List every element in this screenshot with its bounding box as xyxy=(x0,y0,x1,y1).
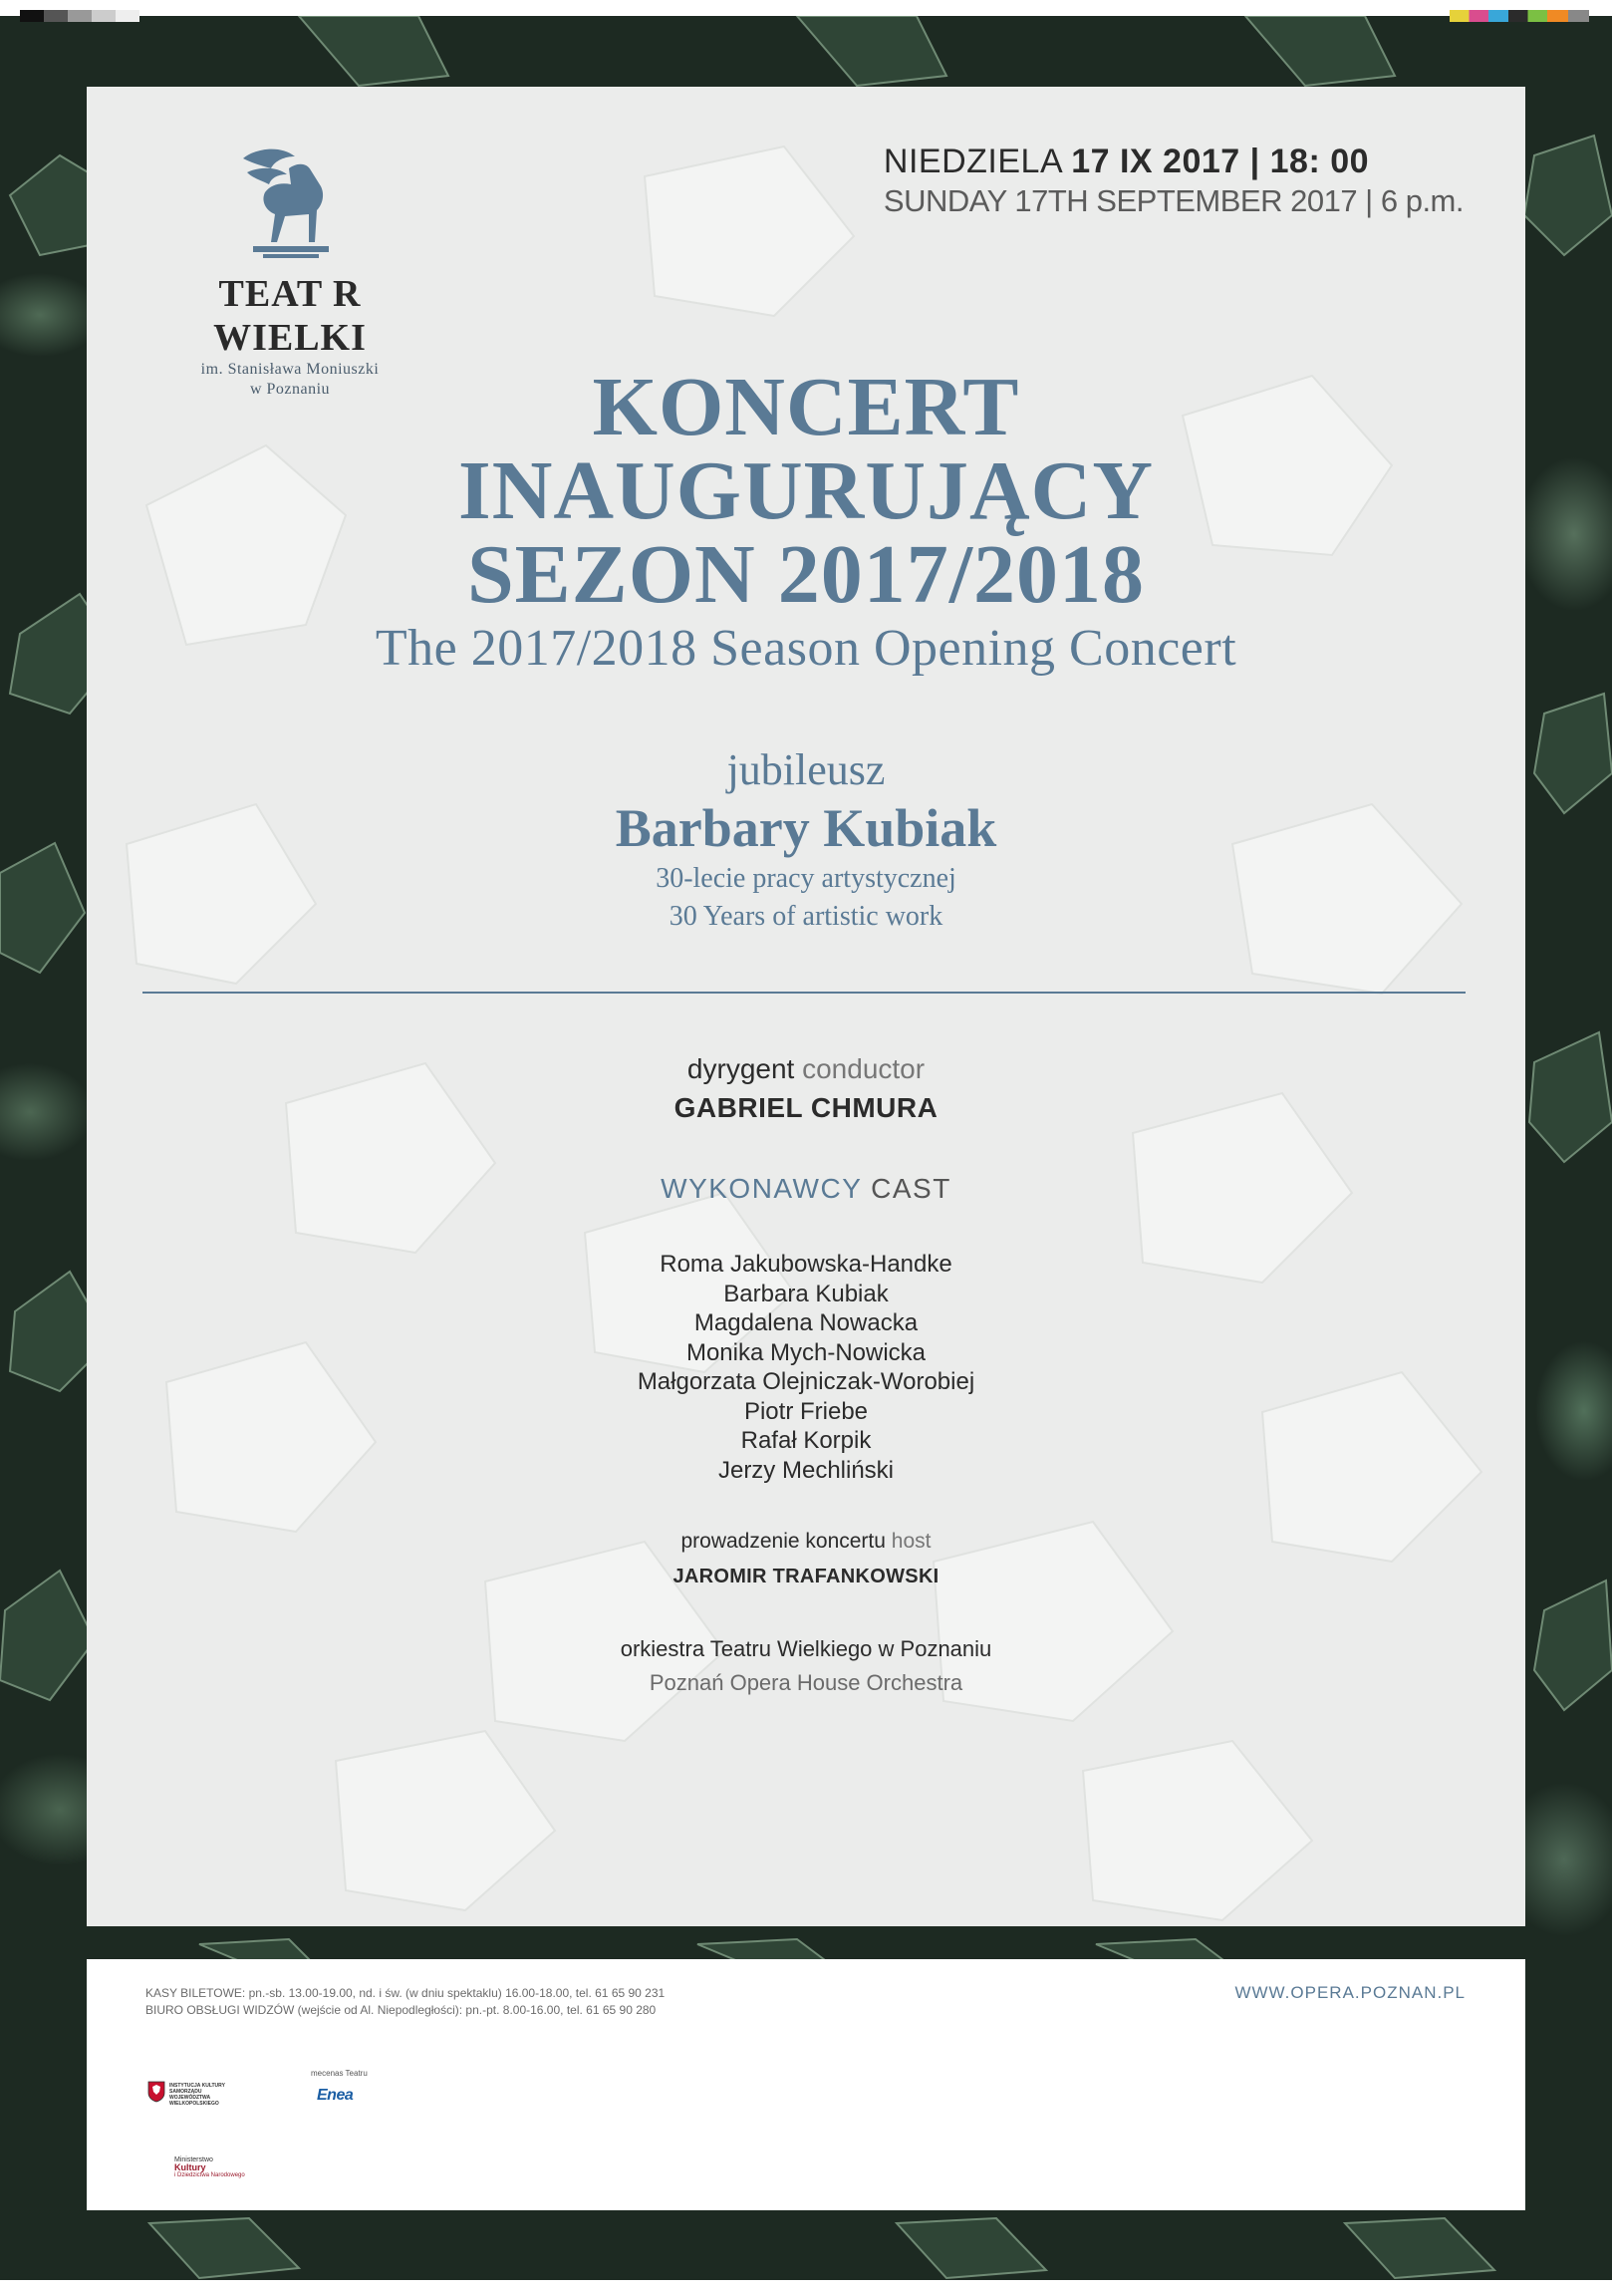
cast-member: Monika Mych-Nowicka xyxy=(685,1338,927,1366)
date-separator: | xyxy=(1249,143,1260,180)
jubilee-line-en: 30 Years of artistic work xyxy=(669,901,943,932)
ministry-line-1: Ministerstwo xyxy=(174,2156,213,2163)
crest-icon xyxy=(147,2081,165,2103)
cast-member: Barbara Kubiak xyxy=(723,1280,889,1307)
cast-list xyxy=(87,1250,1525,1485)
theatre-subtitle: im. Stanisława Moniuszki xyxy=(200,361,380,378)
registration-mark-left xyxy=(20,10,139,22)
title-line-1: KONCERT xyxy=(592,361,1020,453)
cast-heading-pl: WYKONAWCY xyxy=(661,1173,862,1204)
host-role-pl: prowadzenie koncertu xyxy=(680,1530,886,1553)
title-english: The 2017/2018 Season Opening Concert xyxy=(375,620,1237,677)
audience-office-hours: BIURO OBSŁUGI WIDZÓW (wejście od Al. Niepodległości): pn.-pt. 8.00-16.00, tel. 61 65 90 280 xyxy=(145,2003,657,2017)
cast-member: Rafał Korpik xyxy=(740,1427,872,1454)
title-line-3: SEZON 2017/2018 xyxy=(466,528,1146,621)
enea-logo: Enea xyxy=(317,2087,354,2104)
date-english: SUNDAY 17TH SEPTEMBER 2017 | 6 p.m. xyxy=(883,183,1464,218)
registration-mark-right xyxy=(1450,10,1589,22)
host-block xyxy=(87,1527,1525,1596)
weekday-pl: NIEDZIELA xyxy=(883,143,1062,180)
cast-heading-en: CAST xyxy=(871,1173,951,1204)
host-role xyxy=(87,1527,1525,1557)
cast-member: Roma Jakubowska-Handke xyxy=(660,1251,952,1278)
theatre-logo xyxy=(140,139,439,400)
jubilee-name: Barbary Kubiak xyxy=(615,798,997,858)
theatre-name: TEAT R WIELKI xyxy=(213,273,367,359)
pegasus-icon xyxy=(225,139,355,268)
date-pl: 17 IX 2017 xyxy=(1071,143,1240,180)
poster-panel xyxy=(87,87,1525,1926)
concert-title xyxy=(87,361,1525,678)
patron-label: mecenas Teatru xyxy=(311,2069,368,2078)
orchestra-en: Poznań Opera House Orchestra xyxy=(649,1670,963,1695)
ministry-line-3: i Dziedzictwa Narodowego xyxy=(174,2172,245,2178)
jubilee-block xyxy=(87,744,1525,936)
conductor-role-pl: dyrygent xyxy=(686,1053,795,1084)
cast-member: Jerzy Mechliński xyxy=(717,1456,895,1484)
host-name: JAROMIR TRAFANKOWSKI xyxy=(672,1566,940,1587)
cast-member: Piotr Friebe xyxy=(743,1397,869,1425)
box-office-hours: KASY BILETOWE: pn.-sb. 13.00-19.00, nd. i św. (w dniu spektaklu) 16.00-18.00, tel. 61 65 90 231 xyxy=(145,1986,666,2000)
event-date xyxy=(884,143,1464,219)
time-pl: 18: 00 xyxy=(1269,143,1370,180)
box-office-info xyxy=(145,1985,665,2019)
title-line-2: INAUGURUJĄCY xyxy=(458,444,1154,537)
cast-heading xyxy=(87,1170,1525,1208)
theatre-city: w Poznaniu xyxy=(249,381,331,398)
jubilee-line-pl: 30-lecie pracy artystycznej xyxy=(656,863,956,894)
conductor-name: GABRIEL CHMURA xyxy=(673,1092,939,1123)
jubilee-word: jubileusz xyxy=(726,745,886,794)
institution-label: INSTYTUCJA KULTURY SAMORZĄDU WOJEWÓDZTWA WIELKOPOLSKIEGO xyxy=(169,2083,225,2107)
conductor-role-en: conductor xyxy=(802,1053,926,1084)
orchestra-pl: orkiestra Teatru Wielkiego w Poznaniu xyxy=(620,1636,992,1661)
host-role-en: host xyxy=(891,1530,932,1553)
ministry-logo xyxy=(174,2156,245,2179)
conductor-role xyxy=(87,1050,1525,1088)
website-link[interactable]: WWW.OPERA.POZNAN.PL xyxy=(1234,1983,1466,2002)
divider xyxy=(142,992,1466,994)
cast-member: Magdalena Nowacka xyxy=(693,1309,919,1336)
cast-member: Małgorzata Olejniczak-Worobiej xyxy=(637,1368,975,1395)
orchestra-block xyxy=(87,1632,1525,1700)
footer xyxy=(87,1959,1525,2210)
ministry-line-2: Kultury xyxy=(174,2162,206,2172)
date-polish xyxy=(884,143,1464,181)
credits xyxy=(87,1050,1525,1700)
